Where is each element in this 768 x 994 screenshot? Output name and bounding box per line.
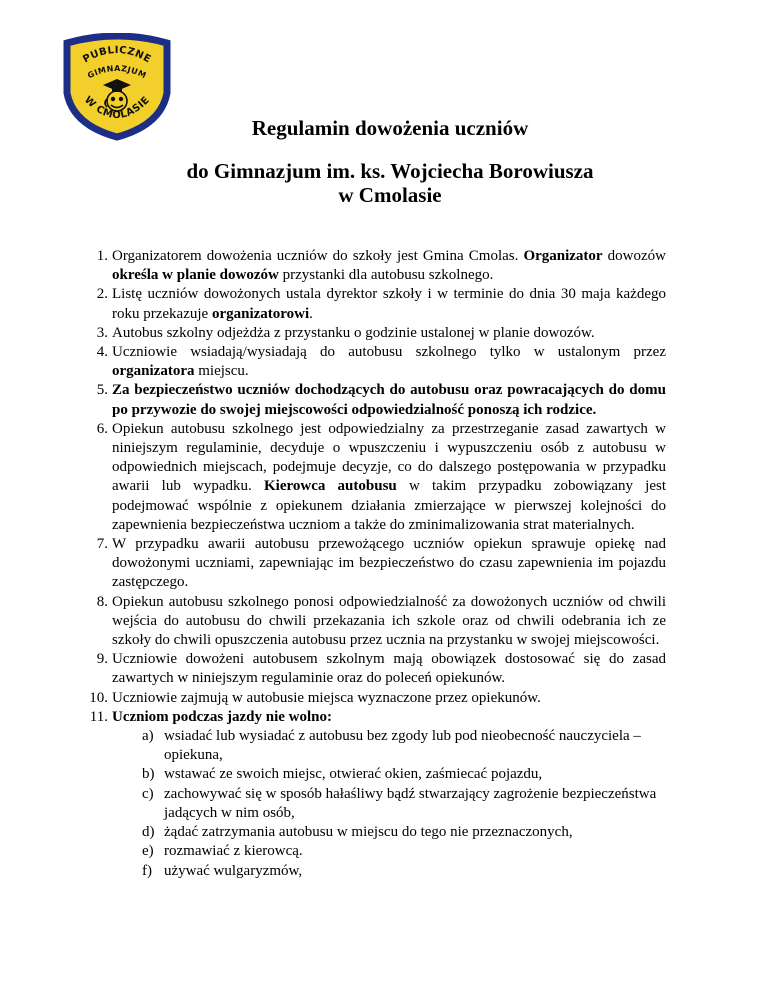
rule-item [96, 381, 666, 419]
rule-text-part: dowozów [602, 248, 666, 264]
document-title: Regulamin dowożenia uczniów [251, 116, 529, 140]
rule-number: 1. [96, 248, 108, 264]
logo-middle-text: GIMNAZJUM [86, 63, 148, 81]
sub-item-label: e) [142, 843, 154, 860]
rule-text [112, 536, 666, 590]
rule-item [96, 324, 666, 343]
sub-item-label: a) [142, 728, 154, 745]
rule-number: 9. [96, 651, 108, 668]
rule-item [96, 343, 666, 381]
sub-item-label: d) [142, 824, 155, 841]
sub-list-item [142, 765, 666, 784]
rule-text-bold: organizatorowi [211, 305, 310, 322]
rule-text-part: Opiekun autobusu szkolnego jest odpowiedzialny za przestrzeganie zasad zawartych w niniejszym regulaminie, decyduje o wpuszczeniu i wypuszczeniu osób z autobusu w odpowiednich miejscach, podejmuje decyzje, co do dalszego postępowania w przypadku awarii lub wypadku. [112, 420, 666, 495]
rule-text [112, 382, 666, 417]
rule-text-part: Listę uczniów dowożonych ustala dyrektor szkoły i w terminie do dnia 30 maja każdego roku przekazuje [112, 286, 666, 322]
sub-list-item [142, 727, 666, 765]
rule-number: 5. [96, 382, 108, 399]
rule-item [89, 708, 666, 881]
sub-item-text: używać wulgaryzmów, [164, 862, 303, 879]
rule-text [112, 344, 666, 379]
sub-item-text: wstawać ze swoich miejsc, otwierać okien, zaśmiecać pojazdu, [164, 766, 543, 783]
rule-number: 8. [96, 593, 108, 610]
document-subtitle [110, 159, 670, 207]
rule-text-part: Uczniowie dowożeni autobusem szkolnym mają obowiązek dostosować się do zasad zawartych w niniejszym regulaminie oraz do poleceń opiekunów. [112, 651, 666, 687]
rule-number: 10. [89, 689, 108, 706]
rule-text-bold: Kierowca autobusu [263, 478, 397, 495]
rule-text [112, 709, 332, 725]
rules-list [89, 247, 667, 881]
rule-item [96, 535, 666, 593]
rule-text [112, 325, 595, 341]
rule-item [96, 650, 666, 688]
rule-item [89, 689, 666, 708]
rule-text [112, 248, 666, 283]
rule-number: 2. [96, 286, 108, 303]
rule-text-part: Uczniowie zajmują w autobusie miejsca wyznaczone przez opiekunów. [112, 689, 541, 706]
rule-text-part: Uczniowie wsiadają/wysiadają do autobusu szkolnego tylko w ustalonym przez [112, 344, 666, 361]
logo-top-text: PUBLICZNE [81, 44, 153, 66]
rule-text-part: w takim przypadku zobowiązany jest podejmować wspólnie z opiekunem działania zmierzające w pierwszej kolejności do zapewnienia bezpieczeństwa uczniom a także do zminimalizowania strat materialnych. [112, 478, 667, 533]
rule-text-part: W przypadku awarii autobusu przewożącego uczniów opiekun sprawuje opiekę nad dowożonymi uczniami, zapewniając im bezpieczeństwo do czasu zapewnienia im pojazdu zastępczego. [112, 536, 666, 591]
subtitle-line-1: do Gimnazjum im. ks. Wojciecha Borowiusza [186, 159, 594, 183]
sub-item-label: c) [142, 785, 154, 802]
rule-item [96, 285, 666, 323]
rule-text-bold: Organizator [523, 248, 603, 264]
rule-text-part: przystanki dla autobusu szkolnego. [278, 267, 494, 284]
rule-text-bold: określa w planie dowozów [112, 267, 279, 284]
rule-item [96, 420, 667, 535]
rule-text-bold: organizatora [112, 363, 195, 380]
rule-text [112, 286, 666, 321]
rule-text [112, 594, 666, 648]
rule-text-part: Organizatorem dowożenia uczniów do szkoły jest Gmina Cmolas. [112, 248, 524, 264]
sub-item-label: f) [142, 862, 152, 879]
sub-list-item [142, 823, 666, 842]
rule-text [112, 651, 666, 686]
sub-list-item [142, 842, 666, 861]
rule-number: 4. [96, 344, 108, 361]
rule-number: 3. [96, 324, 108, 341]
rule-text-bold: Uczniom podczas jazdy nie wolno: [112, 708, 332, 725]
rule-text-part: . [309, 305, 313, 322]
rule-item [96, 247, 666, 285]
rule-text-part: miejscu. [194, 363, 249, 380]
rule-text [112, 690, 541, 706]
rule-text-part: Opiekun autobusu szkolnego ponosi odpowiedzialność za dowożonych uczniów od chwili wejścia do autobusu do chwili przekazania ich szkole oraz od chwili odebrania ich ze szkoły do chwili opuszczenia autobusu przez ucznia na przystanku w swojej miejscowości. [112, 593, 666, 649]
subtitle-line-2: w Cmolasie [338, 183, 442, 207]
sub-item-text: żądać zatrzymania autobusu w miejscu do tego nie przeznaczonych, [164, 824, 573, 841]
rule-number: 6. [96, 420, 108, 437]
rule-text-bold: Za bezpieczeństwo uczniów dochodzących do autobusu oraz powracających do domu po przywozie do swojej miejscowości odpowiedzialność ponoszą ich rodzice. [112, 382, 666, 418]
sub-item-text: wsiadać lub wysiadać z autobusu bez zgody lub pod nieobecność nauczyciela – opiekuna, [164, 728, 641, 764]
rule-item [96, 593, 666, 651]
sub-item-text: zachowywać się w sposób hałaśliwy bądź stwarzający zagrożenie bezpieczeństwa jadących w nim osób, [164, 785, 657, 821]
sub-list [112, 727, 666, 881]
sub-item-label: b) [142, 766, 155, 783]
rule-text-part: Autobus szkolny odjeżdża z przystanku o godzinie ustalonej w planie dowozów. [112, 324, 595, 341]
rule-number: 11. [89, 708, 108, 725]
rule-text [112, 421, 666, 533]
logo-bottom-text: W CMOLASIE [81, 94, 153, 122]
rule-number: 7. [96, 536, 108, 553]
sub-list-item [142, 785, 666, 823]
sub-item-text: rozmawiać z kierowcą. [164, 843, 303, 860]
sub-list-item [142, 862, 666, 881]
